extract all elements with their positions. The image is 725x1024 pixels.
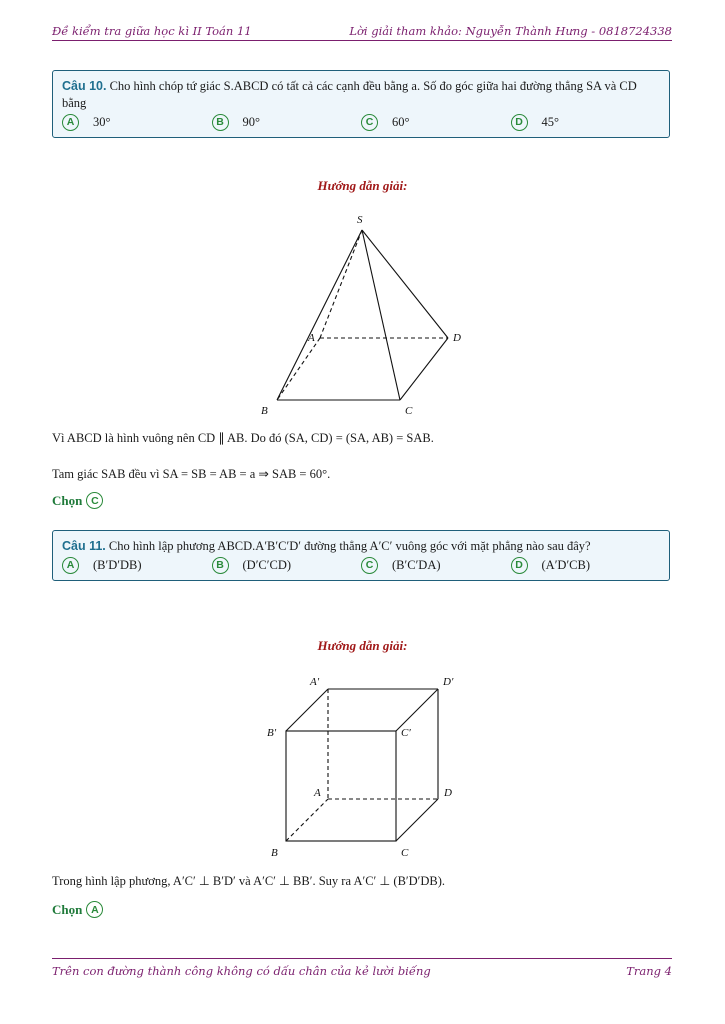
- question-11-options: [62, 557, 660, 574]
- page-header: [52, 24, 672, 41]
- pyramid-figure: [255, 208, 470, 418]
- page-footer: [52, 958, 672, 984]
- question-11-box: [52, 530, 670, 581]
- header-right: Lời giải tham khảo: Nguyễn Thành Hưng - 0818724338: [349, 24, 672, 38]
- edge-ba-hidden: [286, 799, 328, 841]
- option-a-badge: A: [62, 114, 79, 131]
- option-a[interactable]: [62, 114, 212, 131]
- label-a-prime: A′: [310, 676, 320, 688]
- answer-10: [52, 492, 103, 509]
- question-10-text: Cho hình chóp tứ giác S.ABCD có tất cả các cạnh đều bằng a. Số đo góc giữa hai đường thẳng SA và CD bằng: [62, 79, 637, 110]
- option-d-text: 45°: [541, 115, 559, 129]
- question-11-text: Cho hình lập phương ABCD.A′B′C′D′ đường thẳng A′C′ vuông góc với mặt phẳng nào sau đây?: [108, 539, 591, 553]
- edge-sb: [277, 230, 362, 400]
- label-c-prime: C′: [401, 727, 411, 739]
- option-c[interactable]: [361, 114, 511, 131]
- option-c-text: 60°: [392, 115, 410, 129]
- option-d-badge: D: [511, 557, 528, 574]
- option-a-text: (B′D′DB): [93, 558, 142, 572]
- option-c[interactable]: [361, 557, 511, 574]
- option-b[interactable]: [212, 114, 362, 131]
- edge-sa-hidden: [320, 230, 362, 338]
- question-11-number: Câu 11.: [62, 539, 106, 553]
- header-left: Đề kiểm tra giữa học kì II Toán 11: [52, 24, 252, 38]
- option-b-text: (D′C′CD): [242, 558, 292, 572]
- question-10-box: [52, 70, 670, 138]
- edge-ab-hidden: [277, 338, 320, 400]
- option-d-badge: D: [511, 114, 528, 131]
- label-c: C: [401, 847, 409, 859]
- answer-11-badge: A: [86, 901, 103, 918]
- question-10-options: [62, 114, 660, 131]
- label-b-prime: B′: [267, 727, 277, 739]
- option-c-text: (B′C′DA): [392, 558, 441, 572]
- option-d[interactable]: [511, 557, 661, 574]
- page-number: Trang 4: [626, 964, 672, 978]
- option-c-badge: C: [361, 557, 378, 574]
- option-a[interactable]: [62, 557, 212, 574]
- question-10-number: Câu 10.: [62, 79, 107, 93]
- option-b-text: 90°: [242, 115, 260, 129]
- solution-11-line-1: Trong hình lập phương, A′C′ ⊥ B′D′ và A′C′ ⊥ BB′. Suy ra A′C′ ⊥ (B′D′DB).: [52, 874, 446, 888]
- option-a-text: 30°: [93, 115, 111, 129]
- answer-11: [52, 901, 103, 918]
- label-c: C: [405, 405, 413, 417]
- option-b[interactable]: [212, 557, 362, 574]
- edge-sd: [362, 230, 448, 338]
- option-a-badge: A: [62, 557, 79, 574]
- option-b-badge: B: [212, 557, 229, 574]
- option-c-badge: C: [361, 114, 378, 131]
- solution-heading-11: Hướng dẫn giải:: [317, 638, 408, 653]
- label-a: A: [314, 787, 321, 799]
- label-d: D: [444, 787, 452, 799]
- footer-left: Trên con đường thành công không có dấu chân của kẻ lười biếng: [52, 964, 431, 978]
- label-d: D: [453, 332, 461, 344]
- answer-11-label: Chọn: [52, 901, 83, 917]
- option-d-text: (A′D′CB): [541, 558, 591, 572]
- edge-sc: [362, 230, 400, 400]
- label-s: S: [357, 214, 363, 226]
- edge-b1a1: [286, 689, 328, 731]
- solution-heading-10: Hướng dẫn giải:: [317, 178, 408, 193]
- label-d-prime: D′: [443, 676, 454, 688]
- solution-10-line-1: Vì ABCD là hình vuông nên CD ∥ AB. Do đó (SA, CD) = (SA, AB) = SAB.: [52, 431, 434, 445]
- label-a: A: [308, 332, 315, 344]
- answer-10-badge: C: [86, 492, 103, 509]
- edge-c1d1: [396, 689, 438, 731]
- cube-figure: [258, 668, 468, 863]
- edge-cd: [400, 338, 448, 400]
- option-d[interactable]: [511, 114, 661, 131]
- option-b-badge: B: [212, 114, 229, 131]
- solution-10-line-2: Tam giác SAB đều vì SA = SB = AB = a ⇒ SAB = 60°.: [52, 467, 331, 481]
- label-b: B: [271, 847, 278, 859]
- answer-10-label: Chọn: [52, 492, 83, 508]
- label-b: B: [261, 405, 268, 417]
- edge-cd: [396, 799, 438, 841]
